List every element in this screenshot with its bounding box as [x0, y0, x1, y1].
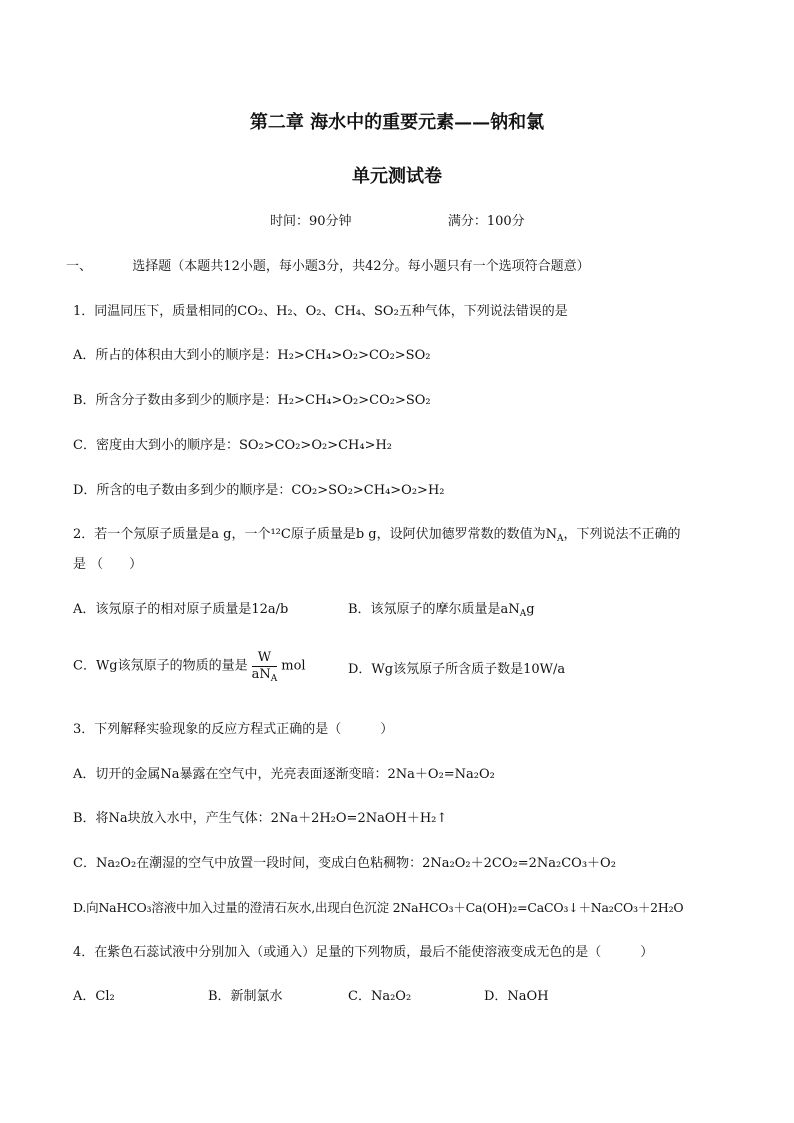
question-3-option-c: C．Na₂O₂在潮湿的空气中放置一段时间，变成白色粘稠物：2Na₂O₂＋2CO₂=2Na₂CO₃＋O₂ — [73, 856, 616, 871]
section-heading — [66, 258, 590, 276]
question-2-option-c-unit: mol — [281, 658, 306, 674]
question-1-stem: 1．同温同压下，质量相同的CO₂、H₂、O₂、CH₄、SO₂五种气体，下列说法错误的是 — [73, 304, 568, 319]
question-3-stem: 3．下列解释实验现象的反应方程式正确的是（ ） — [73, 722, 394, 737]
question-4-option-d: D．NaOH — [484, 989, 549, 1004]
question-2-option-a: A．该氖原子的相对原子质量是12a/b — [73, 602, 289, 617]
exam-time: 时间：90分钟 — [270, 214, 352, 229]
chapter-title: 第二章 海水中的重要元素——钠和氯 — [249, 112, 545, 133]
question-3-option-a: A．切开的金属Na暴露在空气中，光亮表面逐渐变暗：2Na＋O₂=Na₂O₂ — [73, 767, 495, 782]
section-instructions: 选择题（本题共12小题，每小题3分，共42分。每小题只有一个选项符合题意） — [132, 259, 590, 274]
question-4-option-b: B．新制氯水 — [208, 989, 283, 1004]
question-4-option-a: A．Cl₂ — [73, 989, 115, 1004]
question-2-option-d: D．Wg该氖原子所含质子数是10W/a — [348, 662, 566, 677]
section-number: 一、 — [66, 259, 93, 274]
question-3-option-b: B．将Na块放入水中，产生气体：2Na＋2H₂O=2NaOH＋H₂↑ — [73, 811, 448, 826]
fraction-denominator: $aN_A$ — [251, 667, 278, 684]
question-1-option-c: C．密度由大到小的顺序是：SO₂>CO₂>O₂>CH₄>H₂ — [73, 438, 393, 453]
question-3-option-d: D.向NaHCO₃溶液中加入过量的澄清石灰水,出现白色沉淀 2NaHCO₃＋Ca(OH)₂=CaCO₃↓＋Na₂CO₃＋2H₂O — [73, 900, 684, 915]
question-1-option-b: B．所含分子数由多到少的顺序是：H₂>CH₄>O₂>CO₂>SO₂ — [73, 393, 431, 408]
question-2-stem: 2．若一个氖原子质量是a g，一个¹²C原子质量是b g，设阿伏加德罗常数的数值为$N_A$，下列说法不正确的 — [73, 527, 681, 544]
question-1-option-d: D．所含的电子数由多到少的顺序是：CO₂>SO₂>CH₄>O₂>H₂ — [73, 483, 445, 498]
question-2-option-c-text: C．Wg该氖原子的物质的量是 — [73, 658, 248, 674]
question-2-stem-continued: 是 （ ） — [73, 557, 143, 572]
question-4-stem: 4．在紫色石蕊试液中分别加入（或通入）足量的下列物质，最后不能使溶液变成无色的是（ ） — [73, 945, 654, 960]
fraction — [252, 650, 278, 683]
question-1-option-a: A．所占的体积由大到小的顺序是：H₂>CH₄>O₂>CO₂>SO₂ — [73, 348, 431, 363]
question-2-option-c — [73, 650, 306, 683]
question-4-option-c: C．Na₂O₂ — [348, 989, 412, 1004]
fraction-numerator: W — [252, 650, 278, 667]
question-2-option-b: B．该氖原子的摩尔质量是$aN_Ag$ — [348, 602, 535, 619]
exam-meta — [270, 213, 525, 231]
paper-subtitle: 单元测试卷 — [352, 166, 442, 187]
exam-full-score: 满分：100分 — [447, 214, 525, 229]
